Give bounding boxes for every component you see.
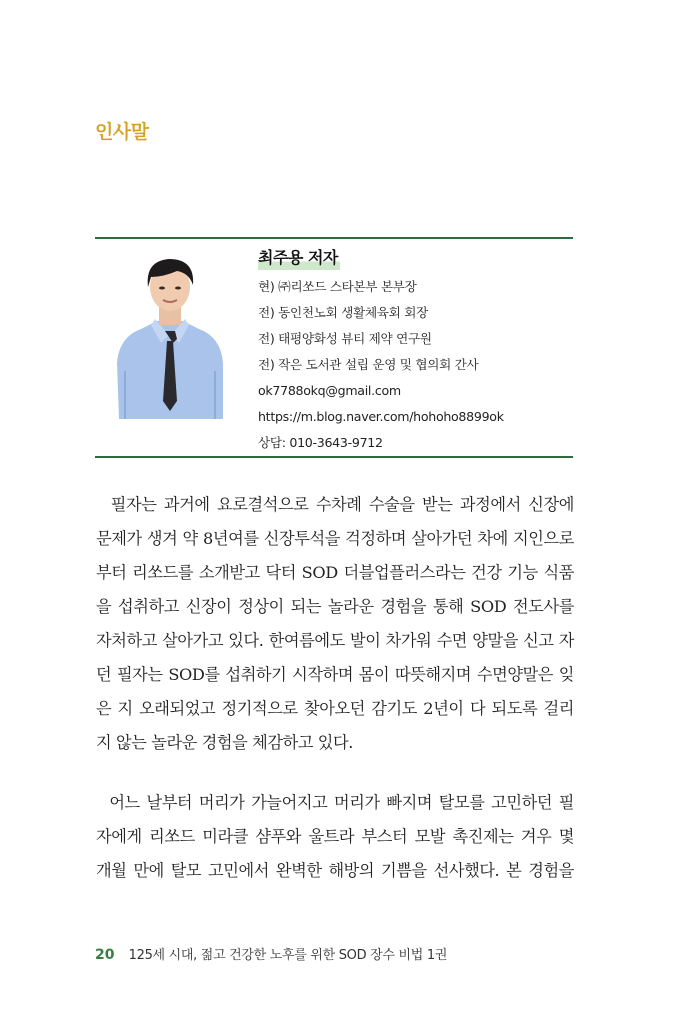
career-former-3: 전) 작은 도서관 설립 운영 및 협의회 간사 — [258, 357, 479, 372]
career-former-2: 전) 태평양화성 뷰티 제약 연구원 — [258, 331, 432, 346]
author-profile-box — [95, 237, 573, 458]
text-line: 개월 만에 탈모 고민에서 완벽한 해방의 기쁨을 선사했다. 본 경험을 — [96, 861, 574, 880]
body-paragraph-2 — [96, 786, 574, 888]
text-line: 은 지 오래되었고 정기적으로 찾아오던 감기도 2년이 다 되도록 걸리 — [96, 699, 574, 718]
section-title: 인사말 — [95, 121, 149, 143]
consult-phone: 상담: 010-3643-9712 — [258, 435, 383, 450]
text-line: 자에게 리쏘드 미라클 샴푸와 울트라 부스터 모발 촉진제는 겨우 몇 — [96, 827, 574, 846]
body-paragraph-1 — [96, 488, 574, 760]
text-line: 던 필자는 SOD를 섭취하기 시작하며 몸이 따뜻해지며 수면양말은 잊 — [96, 665, 574, 684]
author-info — [258, 245, 504, 456]
blog-url: https://m.blog.naver.com/hohoho8899ok — [258, 409, 504, 424]
email-address: ok7788okq@gmail.com — [258, 383, 401, 398]
running-title: 125세 시대, 젊고 건강한 노후를 위한 SOD 장수 비법 1권 — [128, 948, 448, 963]
text-line: 지 않는 놀라운 경험을 체감하고 있다. — [96, 733, 354, 752]
text-line: 어느 날부터 머리가 가늘어지고 머리가 빠지며 탈모를 고민하던 필 — [96, 793, 574, 812]
career-former-1: 전) 동인천노회 생활체육회 회장 — [258, 305, 428, 320]
text-line: 문제가 생겨 약 8년여를 신장투석을 걱정하며 살아가던 차에 지인으로 — [96, 529, 574, 548]
text-line: 을 섭취하고 신장이 정상이 되는 놀라운 경험을 통해 SOD 전도사를 — [96, 597, 574, 616]
text-line: 부터 리쏘드를 소개받고 닥터 SOD 더블업플러스라는 건강 기능 식품 — [96, 563, 574, 582]
text-line: 필자는 과거에 요로결석으로 수차례 수술을 받는 과정에서 신장에 — [96, 495, 574, 514]
page-footer — [95, 944, 447, 963]
page-number: 20 — [95, 947, 115, 963]
text-line: 자처하고 살아가고 있다. 한여름에도 발이 차가워 수면 양말을 신고 자 — [96, 631, 574, 650]
author-portrait-icon — [111, 251, 229, 419]
career-current: 현) ㈜리쏘드 스타본부 본부장 — [258, 279, 417, 294]
author-name: 최주용 저자 — [258, 245, 340, 272]
